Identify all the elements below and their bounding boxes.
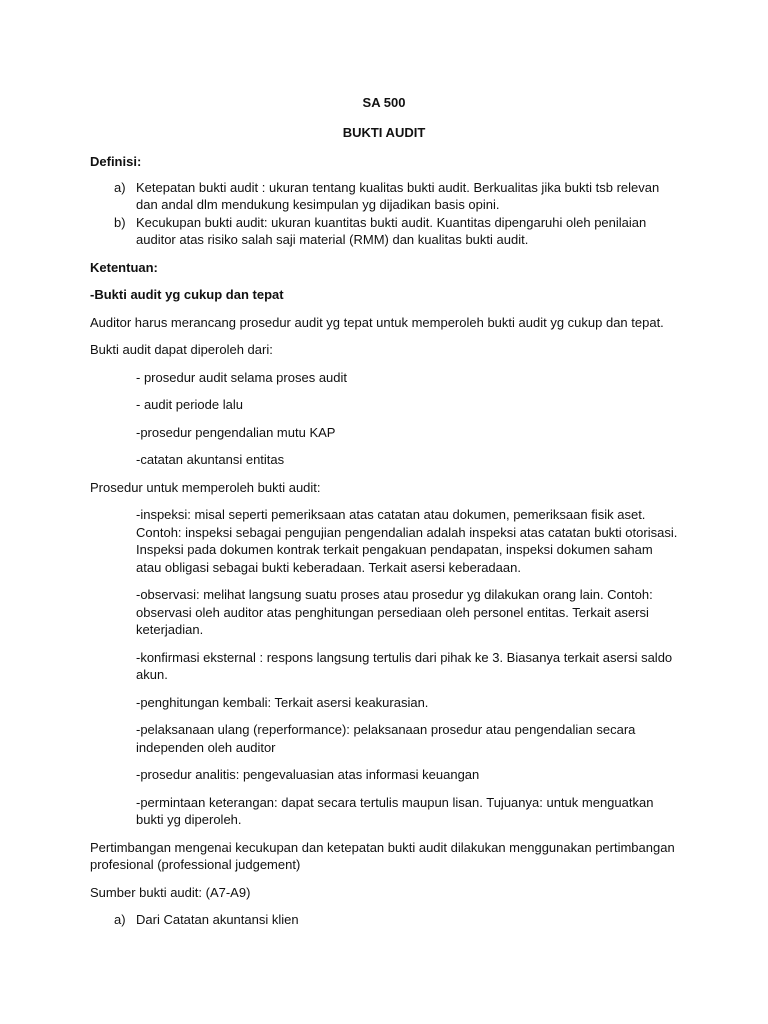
paragraph: Bukti audit dapat diperoleh dari: [90, 342, 273, 357]
list-item: -catatan akuntansi entitas [136, 452, 285, 467]
sources-list [136, 369, 678, 469]
definisi-list [90, 179, 678, 249]
definisi-heading: Definisi: [90, 154, 142, 169]
list-item: -penghitungan kembali: Terkait asersi keakurasian. [136, 694, 429, 710]
ketentuan-heading: Ketentuan: [90, 259, 158, 275]
list-item [90, 179, 678, 214]
list-marker: b) [114, 214, 126, 230]
list-item: -inspeksi: misal seperti pemeriksaan atas catatan atau dokumen, pemeriksaan fisik aset. Contoh: inspeksi sebagai pengujian pengendalian adalah inspeksi atas catatan bukti otorisasi. Inspeksi pada dokumen kontrak terkait pengakuan pendapatan, inspeksi dokumen saham atau obligasi sebagai bukti keberadaan. Terkait asersi keberadaan. [136, 507, 678, 575]
list-item: - prosedur audit selama proses audit [136, 369, 348, 385]
list-marker: a) [114, 179, 126, 195]
paragraph: Auditor harus merancang prosedur audit yg tepat untuk memperoleh bukti audit yg cukup dan tepat. [90, 314, 664, 330]
list-marker: a) [114, 912, 126, 927]
paragraph: Prosedur untuk memperoleh bukti audit: [90, 479, 321, 495]
list-item: -konfirmasi eksternal : respons langsung tertulis dari pihak ke 3. Biasanya terkait asersi saldo akun. [136, 649, 673, 682]
list-item: -observasi: melihat langsung suatu proses atau prosedur yg dilakukan orang lain. Contoh: observasi oleh auditor atas penghitungan persediaan oleh personel entitas. Terkait asersi keterjadian. [136, 587, 653, 637]
section-subheading: -Bukti audit yg cukup dan tepat [90, 287, 284, 302]
list-text: Kecukupan bukti audit: ukuran kuantitas bukti audit. Kuantitas dipengaruhi oleh penilaian auditor atas risiko salah saji material (RMM) dan kualitas bukti audit. [136, 214, 647, 247]
sumber-list [90, 911, 678, 929]
paragraph: Pertimbangan mengenai kecukupan dan ketepatan bukti audit dilakukan menggunakan pertimbangan profesional (professional judgement) [90, 839, 675, 872]
document-subtitle: BUKTI AUDIT [342, 124, 426, 140]
list-text: Dari Catatan akuntansi klien [136, 912, 299, 927]
document-title: SA 500 [362, 95, 406, 110]
list-text: Ketepatan bukti audit : ukuran tentang kualitas bukti audit. Berkualitas jika bukti tsb relevan dan andal dlm mendukung kesimpulan yg dijadikan basis opini. [136, 179, 660, 212]
list-item: -pelaksanaan ulang (reperformance): pelaksanaan prosedur atau pengendalian secara independen oleh auditor [136, 722, 636, 755]
list-item: - audit periode lalu [136, 397, 243, 412]
list-item: -permintaan keterangan: dapat secara tertulis maupun lisan. Tujuanya: untuk menguatkan bukti yg diperoleh. [136, 794, 654, 827]
procedures-list [136, 506, 678, 829]
list-item [90, 214, 678, 249]
list-item [90, 911, 678, 929]
list-item: -prosedur pengendalian mutu KAP [136, 424, 336, 440]
paragraph: Sumber bukti audit: (A7-A9) [90, 884, 251, 900]
list-item: -prosedur analitis: pengevaluasian atas informasi keuangan [136, 767, 480, 782]
